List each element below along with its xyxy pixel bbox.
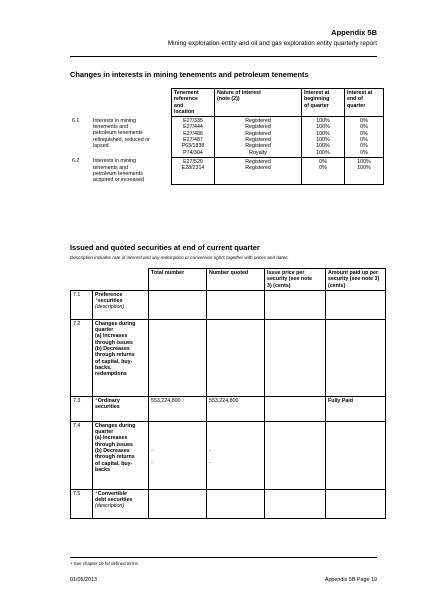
header-divider: [70, 56, 377, 57]
nature-cell: [215, 117, 302, 158]
desc-line: acquired or increased: [93, 177, 144, 184]
tenement-value: E27/520: [183, 158, 203, 165]
label-line: ⁺securities: [95, 298, 123, 305]
tenement-reference-cell: [172, 117, 215, 158]
percent-value: 0%: [360, 137, 368, 144]
tenement-value: E28/2314: [181, 165, 205, 172]
footnote-divider: [70, 557, 377, 558]
nature-value: Royalty: [249, 149, 267, 156]
tenement-value: E27/486: [183, 130, 203, 137]
tenement-value: P63/1838: [181, 143, 205, 150]
label-line: ⁺Convertible: [95, 490, 127, 497]
row-label: [93, 421, 149, 489]
table-row-7-4: [71, 421, 386, 489]
label-note: (description): [95, 304, 125, 311]
table-row-7-5: [71, 489, 386, 518]
label-line: debt securities: [95, 497, 133, 504]
amount-paid-cell: [326, 319, 386, 396]
footer-date: 01/05/2013: [70, 577, 97, 583]
header-line: (cents): [328, 282, 346, 289]
desc-line: tenements and: [93, 164, 129, 171]
tenement-value: P74/304: [183, 149, 203, 156]
desc-line: petroleum tenements: [93, 130, 143, 137]
dash-value: -: [209, 447, 211, 454]
header-line: beginning: [304, 96, 330, 103]
nature-value: Registered: [245, 124, 271, 131]
percent-value: 100%: [357, 158, 371, 165]
header-line: Amount paid up per: [328, 270, 379, 276]
number-quoted-header: Number quoted: [207, 269, 265, 291]
total-number-cell: [149, 421, 207, 489]
number-quoted-cell: [207, 290, 265, 319]
appendix-title: Appendix 5B: [331, 28, 377, 37]
header-line: quarter: [347, 102, 366, 109]
label-line: through returns: [95, 352, 135, 359]
label-line: redemptions: [95, 371, 127, 378]
row-label: [93, 319, 149, 396]
percent-value: 0%: [360, 124, 368, 131]
percent-value: 100%: [357, 165, 371, 172]
label-line: through issues: [95, 339, 133, 346]
desc-line: Interests in mining: [93, 117, 136, 124]
percent-value: 100%: [316, 130, 330, 137]
header-line: and: [174, 102, 184, 109]
footnote: + See chapter 19 for defined terms.: [70, 561, 139, 566]
total-number-cell: 553,224,800: [149, 396, 207, 421]
header-line: of quarter: [304, 102, 329, 109]
dash-value: -: [151, 460, 153, 467]
securities-header-row: [71, 269, 386, 291]
desc-line: tenements and: [93, 123, 129, 130]
row-label: [93, 396, 149, 421]
label-line: (a) Increases: [95, 435, 128, 442]
header-line: end of: [347, 96, 363, 103]
row-number: 6.2: [72, 158, 80, 165]
table-row-7-2: [71, 319, 386, 396]
percent-value: 100%: [316, 149, 330, 156]
percent-value: 0%: [360, 118, 368, 125]
label-line: Changes during: [95, 320, 136, 327]
footer-page-number: Appendix 5B Page 19: [324, 577, 377, 583]
total-number-cell: [149, 290, 207, 319]
beginning-cell: [302, 157, 345, 184]
row-number: 7.2: [71, 319, 93, 396]
number-quoted-cell: 553,224,800: [207, 396, 265, 421]
dash-value: -: [209, 460, 211, 467]
amount-paid-header: [326, 269, 386, 291]
label-line: of capital, buy-: [95, 460, 133, 467]
interest-beginning-header: [302, 89, 345, 117]
percent-value: 0%: [319, 165, 327, 172]
row-label: [93, 489, 149, 518]
row-number: 7.1: [71, 290, 93, 319]
label-line: through returns: [95, 454, 135, 461]
header-line: Interest at: [304, 90, 330, 96]
header-line: Tenement: [174, 90, 199, 96]
label-line: quarter: [95, 429, 114, 436]
row-number: 7.5: [71, 489, 93, 518]
header-line: Issue price per: [267, 270, 305, 276]
nature-value: Registered: [245, 158, 271, 165]
report-subtitle: Mining exploration entity and oil and gas exploration entity quarterly report: [167, 40, 377, 47]
row-number: 7.3: [71, 396, 93, 421]
interest-end-header: [345, 89, 384, 117]
issue-price-cell: [265, 489, 326, 518]
table-row-7-1: [71, 290, 386, 319]
table-row-6-1: [70, 117, 384, 158]
label-line: quarter: [95, 327, 114, 334]
tenements-header-row: [70, 89, 384, 117]
desc-line: Interests in mining: [93, 158, 136, 165]
desc-line: relinquished, reduced or: [93, 136, 150, 143]
desc-line: lapsed: [93, 142, 109, 149]
tenement-value: E27/335: [183, 118, 203, 125]
beginning-cell: [302, 117, 345, 158]
label-line: backs,: [95, 364, 112, 371]
section-description: Description includes rate of interest and any redemption or conversion rights together with prices and dates.: [70, 255, 289, 260]
percent-value: 100%: [316, 124, 330, 131]
nature-value: Registered: [245, 118, 271, 125]
amount-paid-cell: [326, 290, 386, 319]
label-line: ⁺Ordinary: [95, 397, 120, 404]
section-title-securities: Issued and quoted securities at end of current quarter: [70, 243, 260, 252]
end-cell: [345, 157, 384, 184]
tenement-reference-cell: [172, 157, 215, 184]
percent-value: 100%: [316, 137, 330, 144]
table-row-6-2: [70, 157, 384, 184]
header-line: 3) (cents): [267, 282, 291, 289]
header-line: reference: [174, 96, 198, 103]
label-line: securities: [95, 404, 120, 411]
total-number-cell: [149, 489, 207, 518]
total-number-header: Total number: [149, 269, 207, 291]
issue-price-cell: [265, 421, 326, 489]
percent-value: 0%: [319, 158, 327, 165]
issue-price-cell: [265, 396, 326, 421]
issue-price-cell: [265, 290, 326, 319]
header-line: Nature of interest: [217, 90, 261, 96]
number-quoted-cell: [207, 421, 265, 489]
percent-value: 100%: [316, 118, 330, 125]
number-quoted-cell: [207, 489, 265, 518]
section-title-tenements: Changes in interests in mining tenements and petroleum tenements: [70, 70, 309, 79]
tenement-value: E27/487: [183, 137, 203, 144]
tenement-value: E27/444: [183, 124, 203, 131]
issue-price-cell: [265, 319, 326, 396]
label-line: (b) Decreases: [95, 448, 130, 455]
securities-table: [70, 268, 386, 519]
percent-value: 0%: [360, 149, 368, 156]
label-line: Preference: [95, 291, 123, 298]
table-row-7-3: [71, 396, 386, 421]
percent-value: 100%: [316, 143, 330, 150]
header-line: location: [174, 108, 195, 115]
percent-value: 0%: [360, 130, 368, 137]
label-line: backs: [95, 466, 111, 473]
nature-value: Registered: [245, 130, 271, 137]
end-cell: [345, 117, 384, 158]
nature-value: Registered: [245, 165, 271, 172]
nature-value: Registered: [245, 143, 271, 150]
header-line: security (see note 3): [328, 276, 380, 283]
dash-value: -: [151, 447, 153, 454]
label-line: (b) Decreases: [95, 346, 130, 353]
label-line: through issues: [95, 441, 133, 448]
amount-paid-cell: Fully Paid: [326, 396, 386, 421]
label-note: (description): [95, 503, 125, 510]
percent-value: 0%: [360, 143, 368, 150]
tenement-reference-header: [172, 89, 215, 117]
total-number-cell: [149, 319, 207, 396]
row-description: [91, 157, 172, 184]
row-label: [93, 290, 149, 319]
label-line: (a) Increases: [95, 333, 128, 340]
header-line: Interest at: [347, 90, 373, 96]
number-quoted-cell: [207, 319, 265, 396]
nature-value: Registered: [245, 137, 271, 144]
label-line: Changes during: [95, 422, 136, 429]
amount-paid-cell: [326, 489, 386, 518]
issue-price-header: [265, 269, 326, 291]
desc-line: petroleum tenements: [93, 171, 143, 178]
row-number: 6.1: [72, 117, 80, 124]
nature-of-interest-header: [215, 89, 302, 117]
header-line: security (see note: [267, 276, 313, 283]
label-line: of capital, buy-: [95, 358, 133, 365]
row-number: 7.4: [71, 421, 93, 489]
nature-cell: [215, 157, 302, 184]
amount-paid-cell: [326, 421, 386, 489]
row-description: [91, 117, 172, 158]
tenements-table: [70, 88, 384, 185]
header-line: (note (2)): [217, 96, 240, 103]
